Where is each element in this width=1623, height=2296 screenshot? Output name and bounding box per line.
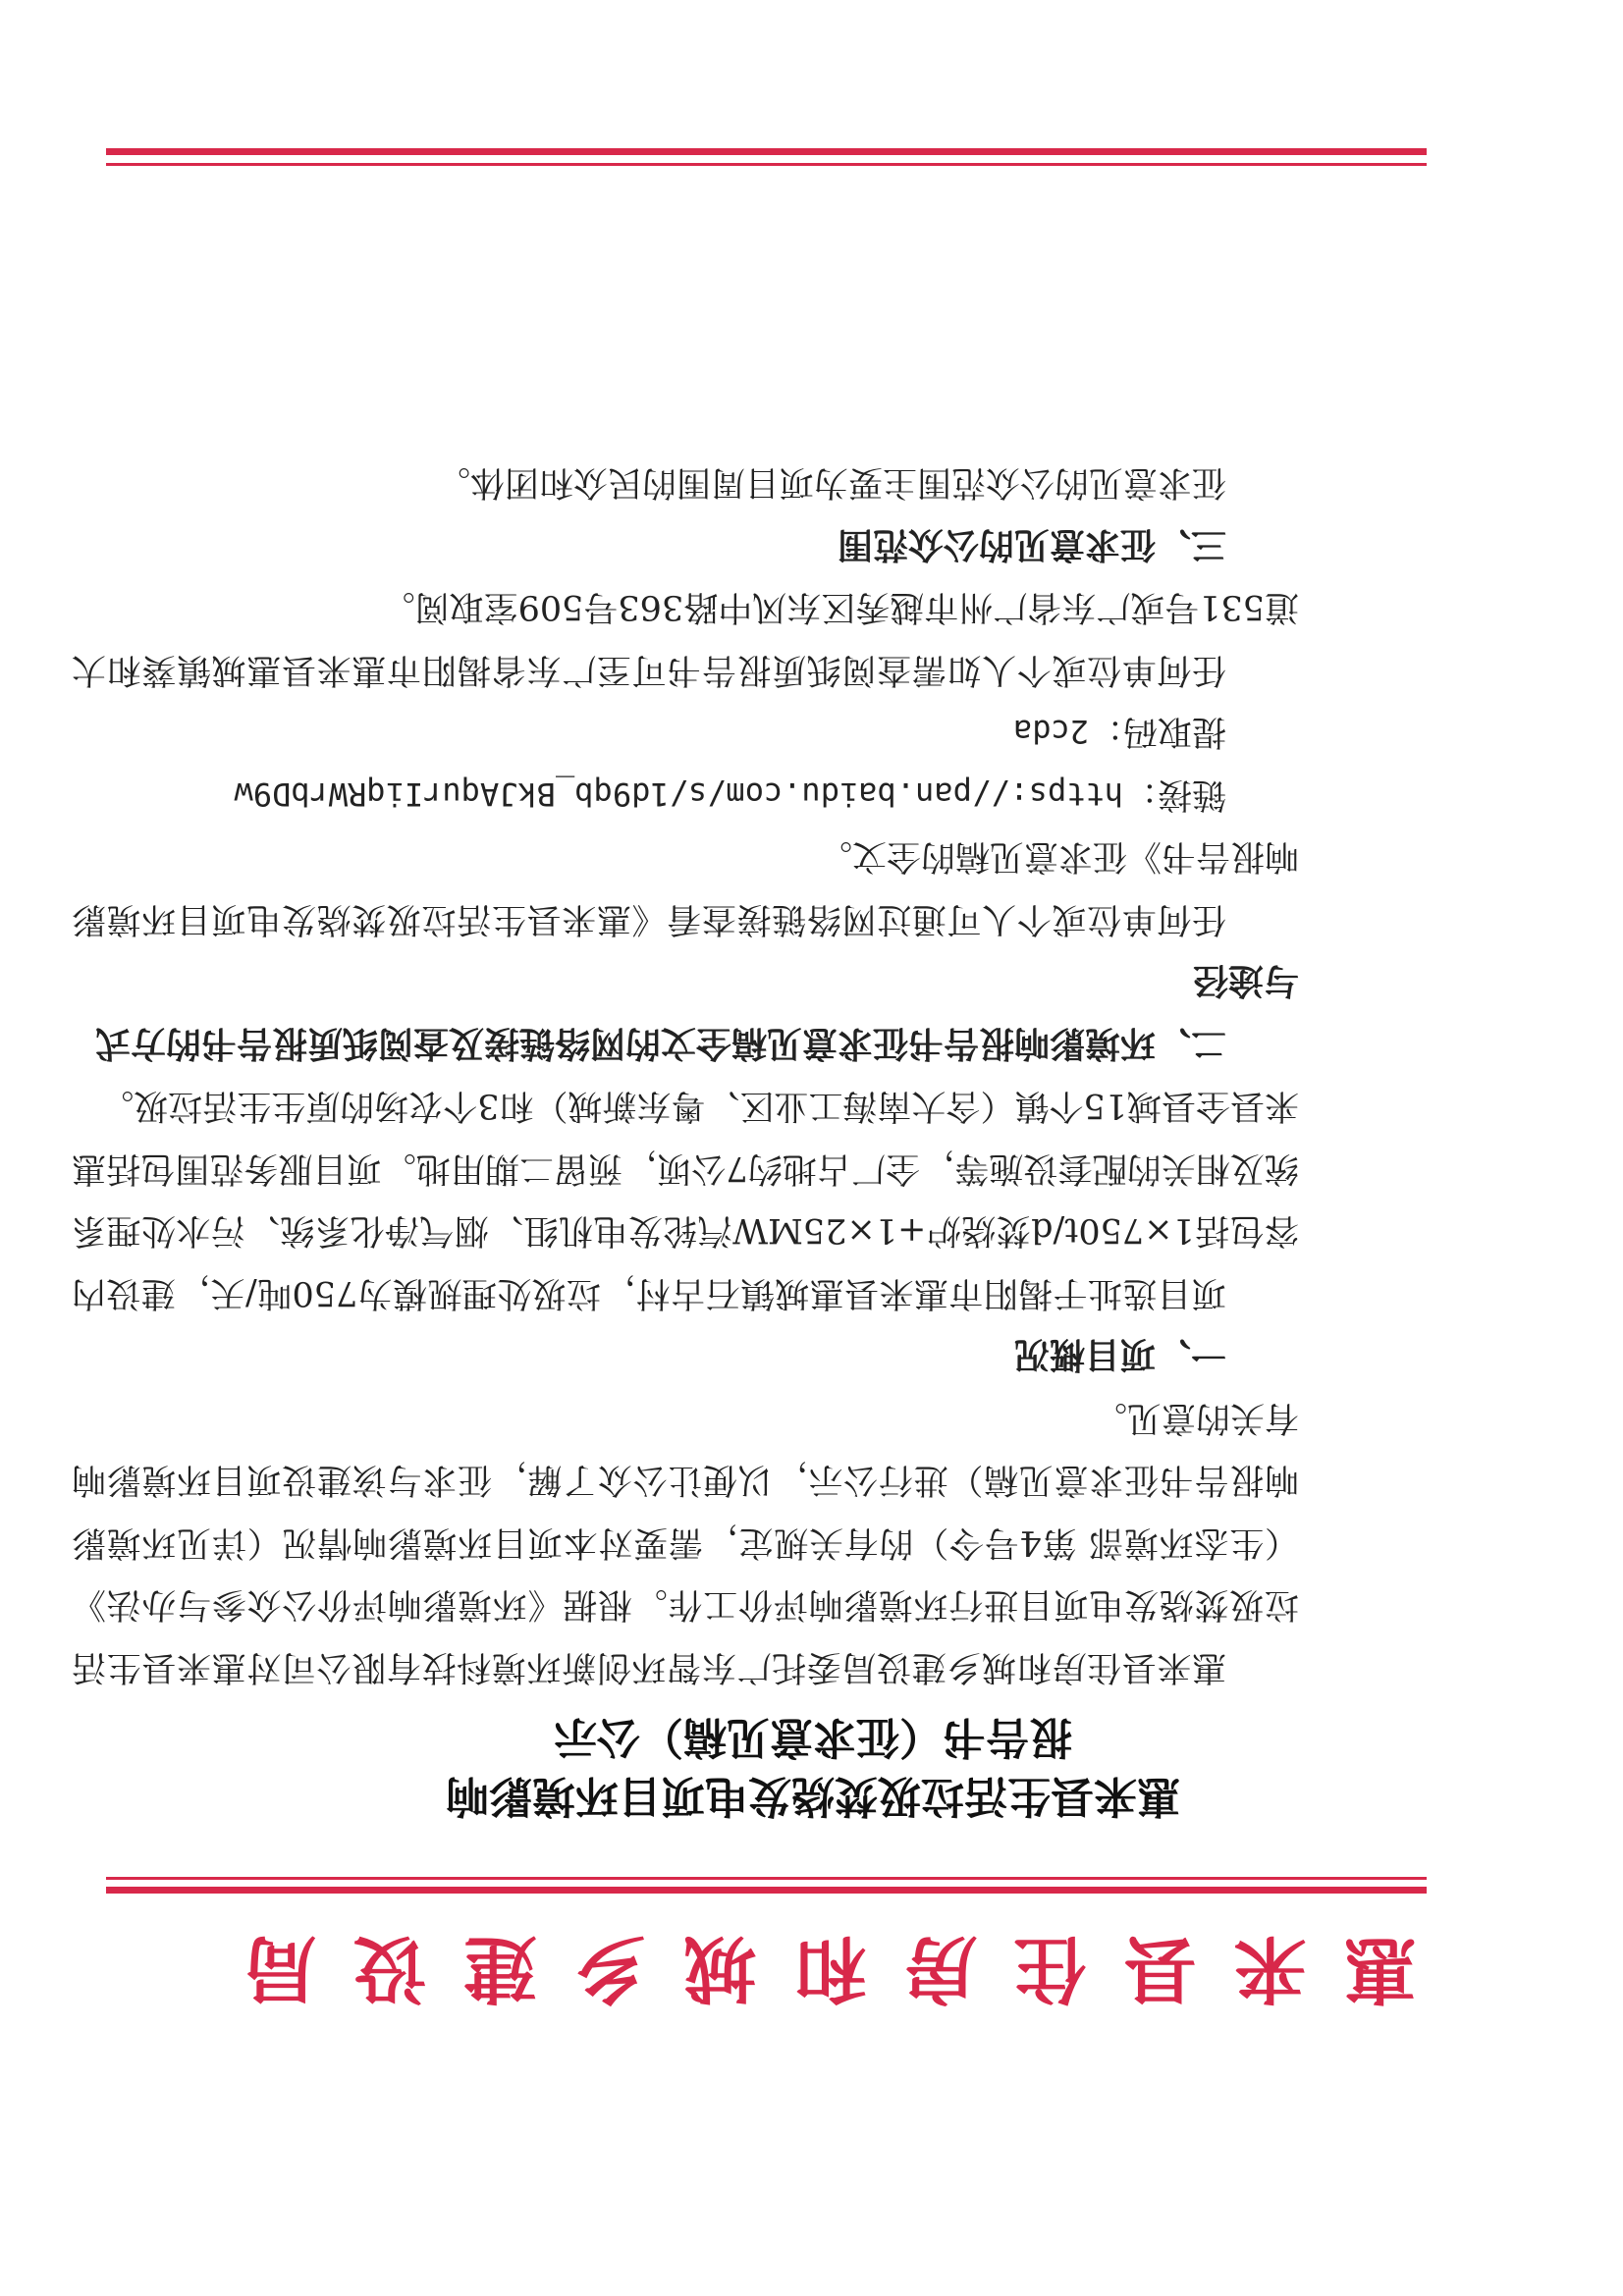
title-line-2: 报告书（征求意见稿）公示: [554, 1712, 1072, 1762]
section-2-paragraph: 任何单位或个人可通过网络链接查看《惠来县生活垃圾焚烧发电项目环境影响报告书》征求意见稿的全文。: [72, 836, 1299, 938]
paper-access-paragraph: 任何单位或个人如需查阅纸质报告书可至广东省揭阳市惠来县惠城镇葵和大道531号或广东省广州市越秀区东风中路363号509室取阅。: [72, 587, 1299, 689]
red-rule-thin: [106, 163, 1427, 166]
download-link-line: [72, 763, 1299, 826]
code-label: 提取码：: [1088, 712, 1226, 752]
download-link[interactable]: https://pan.baidu.com/s/1d9qb_BkJAqurIiqRWrbD9w: [234, 775, 1123, 813]
link-label: 链接：: [1122, 774, 1226, 814]
extraction-code-line: [72, 700, 1299, 763]
agency-letterhead: 惠来县住房和城乡建设局: [206, 1926, 1417, 2010]
document-body: [72, 451, 1299, 1697]
section-heading-1: 一、项目概况: [1013, 1334, 1226, 1375]
title-line-1: 惠来县生活垃圾焚烧发电项目环境影响: [446, 1771, 1180, 1821]
red-rule-thin: [106, 1877, 1427, 1880]
section-1-paragraph: 项目选址于揭阳市惠来县惠城镇石古村，垃圾处理规模为750吨/天，建设内容包括1×750t/d焚烧炉+1×25MW汽轮发电机组、烟气净化系统、污水处理系统及相关的配套设施等，全厂占地约7公顷，预留二期用地。项目服务范围包括惠来县全县域15个镇（含大南海工业区、粤东新城）和3个农场的原生生活垃圾。: [72, 1086, 1299, 1312]
footer-rule: [106, 148, 1427, 166]
intro-paragraph: 惠来县住房和城乡建设局委托广东智环创新环境科技有限公司对惠来县生活垃圾焚烧发电项目进行环境影响评价工作。根据《环境影响评价公众参与办法》（生态环境部 第4号令）的有关规定，需要对本项目环境影响情况（详见环境影响报告书征求意见稿）进行公示，以便让公众了解，征求与该建设项目环境影响有关的意见。: [72, 1398, 1299, 1686]
section-3-paragraph: 征求意见的公众范围主要为项目周围的民众和团体。: [435, 462, 1226, 503]
extraction-code: 2cda: [1012, 713, 1089, 751]
red-rule-thick: [106, 148, 1427, 155]
letterhead-rule-top: [106, 1877, 1427, 1894]
red-rule-thick: [106, 1887, 1427, 1894]
section-heading-2: 二、环境影响报告书征求意见稿全文的网络链接及查阅纸质报告书的方式与途径: [94, 960, 1299, 1063]
document-title: [248, 1707, 1378, 1825]
section-heading-3: 三、征求意见的公众范围: [837, 524, 1226, 564]
